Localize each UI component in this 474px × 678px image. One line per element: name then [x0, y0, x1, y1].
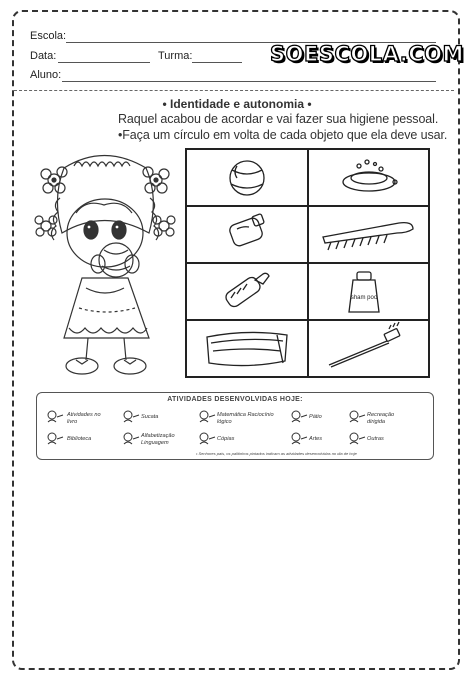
- objects-grid: [185, 148, 430, 378]
- shampoo-label: sham poo: [350, 295, 377, 301]
- date-field[interactable]: [58, 62, 150, 63]
- toothbrush-icon: [309, 321, 429, 377]
- activity-child-icon: [347, 409, 367, 425]
- activity-child-icon: [45, 409, 65, 425]
- activity-child-icon: [347, 431, 367, 447]
- grid-cell-shampoo[interactable]: [308, 263, 430, 320]
- activity-child-icon: [289, 431, 309, 447]
- divider: [14, 90, 454, 91]
- activity-yard: Pátio: [309, 414, 322, 420]
- activity-scrap: Sucata: [141, 414, 159, 420]
- student-label: Aluno:: [30, 69, 62, 81]
- school-label: Escola:: [30, 30, 67, 42]
- grid-cell-towel[interactable]: [186, 320, 308, 377]
- class-label: Turma:: [158, 50, 193, 62]
- activity-child-icon: [45, 431, 65, 447]
- comb-icon: [309, 207, 429, 263]
- grid-cell-comb[interactable]: [308, 206, 430, 263]
- instruction-line-1: Raquel acabou de acordar e vai fazer sua higiene pessoal.: [118, 112, 439, 126]
- lotion-icon: [187, 207, 307, 263]
- grid-cell-soap-dish[interactable]: [308, 149, 430, 206]
- student-field[interactable]: [62, 81, 436, 82]
- activity-library: Biblioteca: [67, 436, 92, 442]
- date-label: Data:: [30, 50, 57, 62]
- activity-child-icon: [197, 409, 217, 425]
- activities-box: [36, 392, 434, 460]
- soap-dish-icon: [309, 150, 429, 206]
- baby-bottle-icon: [187, 264, 307, 320]
- instruction-line-2: •Faça um círculo em volta de cada objeto que ela deve usar.: [118, 128, 448, 142]
- activity-book: Atividades no livro: [67, 412, 101, 425]
- grid-cell-baby-bottle[interactable]: [186, 263, 308, 320]
- activity-recreation: Recreação dirigida: [367, 412, 395, 425]
- activity-child-icon: [197, 431, 217, 447]
- brand-logo: SOESCOLA.COM: [270, 42, 464, 66]
- shampoo-bottle-icon: [309, 264, 429, 320]
- activity-child-icon: [121, 409, 141, 425]
- activity-copies: Cópias: [217, 436, 235, 442]
- grid-cell-ball[interactable]: [186, 149, 308, 206]
- activity-others: Outras: [367, 436, 384, 442]
- activity-child-icon: [289, 409, 309, 425]
- activities-title: ATIVIDADES DESENVOLVIDAS HOJE:: [167, 396, 303, 403]
- parents-note: • Senhores pais, os palitinhos pintados indicam as atividades desenvolvidas no dia de hoje: [196, 451, 357, 456]
- activity-literacy: Alfabetização Linguagem: [141, 433, 175, 446]
- worksheet-title: • Identidade e autonomia •: [162, 97, 312, 111]
- grid-cell-lotion[interactable]: [186, 206, 308, 263]
- activity-arts: Artes: [309, 436, 323, 442]
- girl-illustration: [24, 138, 184, 388]
- towel-icon: [187, 321, 307, 377]
- grid-cell-toothbrush[interactable]: [308, 320, 430, 377]
- activity-child-icon: [121, 431, 141, 447]
- ball-icon: [187, 150, 307, 206]
- activity-math: Matemática Raciocínio lógico: [217, 412, 274, 425]
- class-field[interactable]: [192, 62, 242, 63]
